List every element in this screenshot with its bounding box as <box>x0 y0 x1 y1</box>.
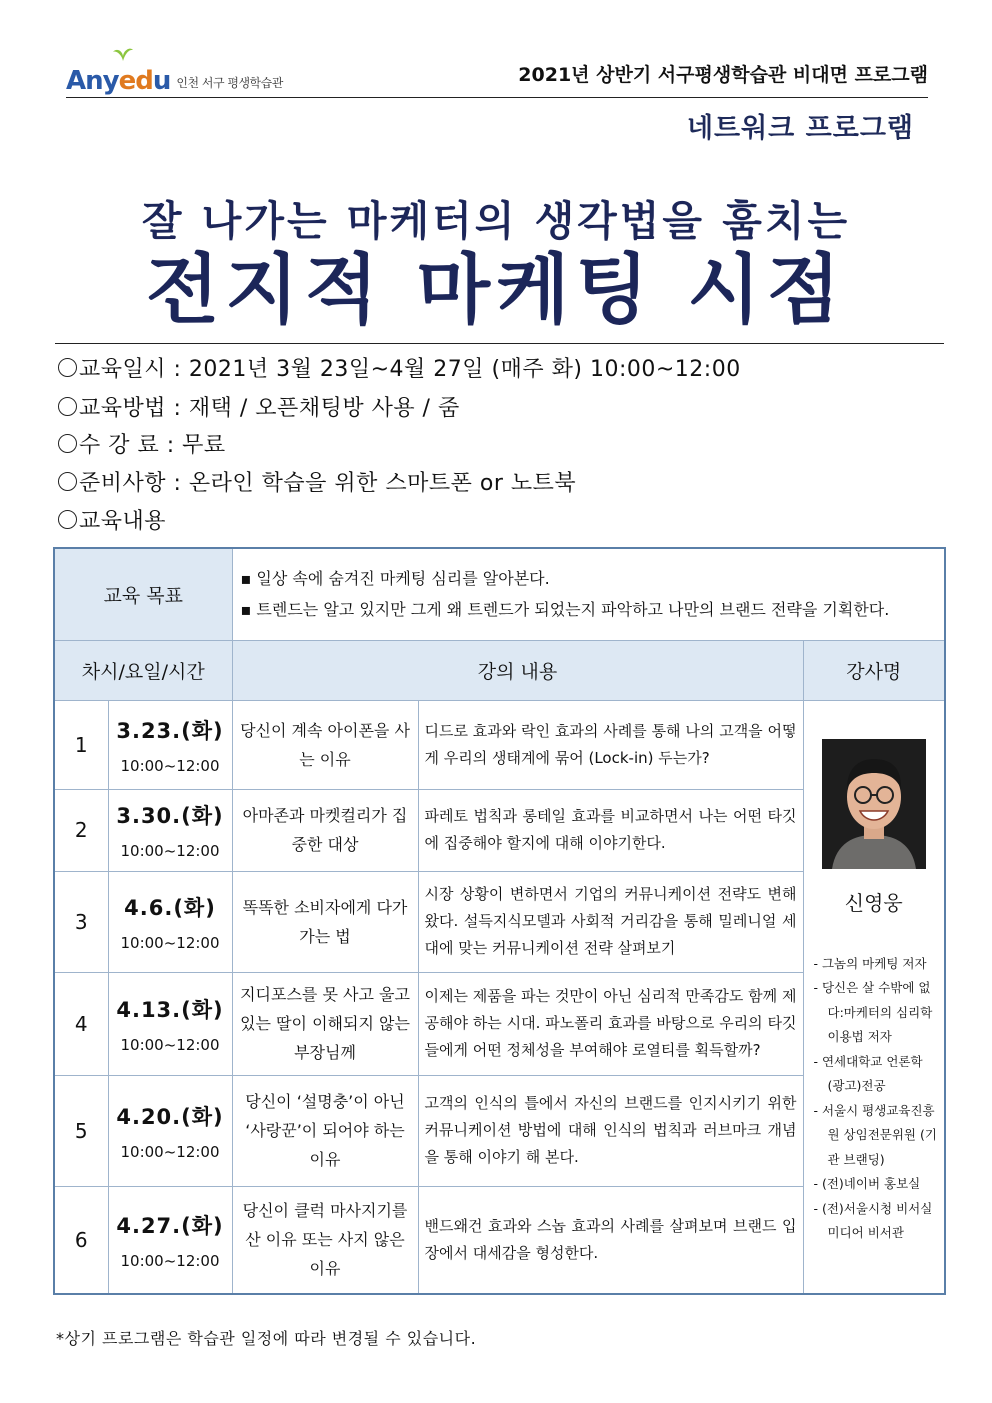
instructor-photo <box>822 739 926 869</box>
time-text: 10:00~12:00 <box>120 756 220 775</box>
instructor-bio <box>810 952 939 1246</box>
bio-item: - 당신은 살 수밖에 없다:마케터의 심리학이용법 저자 <box>813 980 933 1044</box>
session-date <box>108 700 232 789</box>
date-text: 4.13.(화) <box>116 997 224 1022</box>
header-instructor: 강사명 <box>803 640 945 700</box>
session-date <box>108 871 232 972</box>
page-title: 전지적 마케팅 시점 <box>145 245 847 334</box>
goal-row <box>54 548 945 640</box>
title-divider <box>55 343 944 344</box>
time-text: 10:00~12:00 <box>120 1035 220 1054</box>
time-text: 10:00~12:00 <box>120 1251 220 1270</box>
lecture-topic: 당신이 ‘설명충’이 아닌 ‘사랑꾼’이 되어야 하는 이유 <box>232 1075 418 1186</box>
circle-bullet-icon <box>58 358 77 377</box>
date-text: 3.23.(화) <box>116 718 224 743</box>
time-text: 10:00~12:00 <box>120 842 220 860</box>
header-divider <box>66 97 928 98</box>
logo-wordmark: Anyedu <box>66 66 171 96</box>
bio-item: - (전)서울시청 비서실 미디어 비서관 <box>813 1200 933 1240</box>
session-number: 3 <box>54 871 108 972</box>
goal-item: ▪ 트렌드는 알고 있지만 그게 왜 트렌드가 되었는지 파악하고 나만의 브랜드 전략을 기획한다. <box>240 600 890 620</box>
time-text: 10:00~12:00 <box>120 1142 220 1161</box>
session-date <box>108 972 232 1075</box>
logo-subtitle: 인천 서구 평생학습관 <box>176 76 283 90</box>
table-row <box>54 700 945 789</box>
session-date <box>108 1186 232 1294</box>
circle-bullet-icon <box>58 397 77 416</box>
date-text: 4.6.(화) <box>124 895 216 920</box>
info-fee: 수 강 료 : 무료 <box>58 428 226 459</box>
portrait-icon <box>822 739 926 869</box>
goal-item: ▪ 일상 속에 숨겨진 마케팅 심리를 알아본다. <box>240 569 550 589</box>
header-session: 차시/요일/시간 <box>54 640 232 700</box>
time-text: 10:00~12:00 <box>120 933 220 952</box>
bio-item: - 그놈의 마케팅 저자 <box>813 955 927 971</box>
lecture-topic: 당신이 계속 아이폰을 사는 이유 <box>232 700 418 789</box>
circle-bullet-icon <box>58 472 77 491</box>
program-category: 네트워크 프로그램 <box>686 113 914 144</box>
lecture-description: 이제는 제품을 파는 것만이 아닌 심리적 만족감도 함께 제공해야 하는 시대. 파노폴리 효과를 바탕으로 우리의 타깃들에게 어떤 정체성을 부여해야 로열티를 획득할까? <box>418 972 803 1075</box>
lecture-topic: 아마존과 마켓컬리가 집중한 대상 <box>232 789 418 871</box>
session-number: 4 <box>54 972 108 1075</box>
instructor-cell <box>803 700 945 1294</box>
info-contents: 교육내용 <box>58 504 166 535</box>
session-number: 2 <box>54 789 108 871</box>
schedule-table <box>53 547 946 1295</box>
date-text: 4.27.(화) <box>116 1213 224 1238</box>
sprout-icon <box>112 46 134 62</box>
lecture-description: 디드로 효과와 락인 효과의 사례를 통해 나의 고객을 어떻게 우리의 생태계에 묶어 (Lock-in) 두는가? <box>418 700 803 789</box>
lecture-description: 고객의 인식의 틀에서 자신의 브랜드를 인지시키기 위한 커뮤니케이션 방법에 대해 인식의 법칙과 러브마크 개념을 통해 이야기 해 본다. <box>418 1075 803 1186</box>
program-line: 2021년 상반기 서구평생학습관 비대면 프로그램 <box>518 64 928 86</box>
footnote: *상기 프로그램은 학습관 일정에 따라 변경될 수 있습니다. <box>56 1329 477 1348</box>
session-date <box>108 789 232 871</box>
goal-list <box>232 548 945 640</box>
info-preparation: 준비사항 : 온라인 학습을 위한 스마트폰 or 노트북 <box>58 466 576 497</box>
lecture-description: 시장 상황이 변하면서 기업의 커뮤니케이션 전략도 변해왔다. 설득지식모델과 사회적 거리감을 통해 밀레니얼 세대에 맞는 커뮤니케이션 전략 살펴보기 <box>418 871 803 972</box>
info-schedule: 교육일시 : 2021년 3월 23일~4월 27일 (매주 화) 10:00~12:00 <box>58 352 741 383</box>
circle-bullet-icon <box>58 510 77 529</box>
lecture-description: 파레토 법칙과 롱테일 효과를 비교하면서 나는 어떤 타깃에 집중해야 할지에 대해 이야기한다. <box>418 789 803 871</box>
table-header-row <box>54 640 945 700</box>
title-subtitle: 잘 나가는 마케터의 생각법을 훔치는 <box>141 197 851 245</box>
lecture-description: 밴드왜건 효과와 스놉 효과의 사례를 살펴보며 브랜드 입장에서 대세감을 형성한다. <box>418 1186 803 1294</box>
session-number: 5 <box>54 1075 108 1186</box>
session-number: 6 <box>54 1186 108 1294</box>
lecture-topic: 지디포스를 못 사고 울고 있는 딸이 이해되지 않는 부장님께 <box>232 972 418 1075</box>
instructor-name: 신영웅 <box>844 890 903 915</box>
circle-bullet-icon <box>58 434 77 453</box>
anyedu-logo <box>66 50 283 94</box>
lecture-topic: 똑똑한 소비자에게 다가가는 법 <box>232 871 418 972</box>
session-number: 1 <box>54 700 108 789</box>
header-content: 강의 내용 <box>232 640 803 700</box>
info-method: 교육방법 : 재택 / 오픈채팅방 사용 / 줌 <box>58 391 460 422</box>
bio-item: - 연세대학교 언론학(광고)전공 <box>813 1053 923 1093</box>
goal-label: 교육 목표 <box>54 548 232 640</box>
date-text: 3.30.(화) <box>116 804 224 828</box>
date-text: 4.20.(화) <box>116 1104 224 1129</box>
lecture-topic: 당신이 클럭 마사지기를 산 이유 또는 사지 않은 이유 <box>232 1186 418 1294</box>
bio-item: - (전)네이버 홍보실 <box>813 1176 921 1191</box>
bio-item: - 서울시 평생교육진흥원 상임전문위원 (기관 브랜딩) <box>813 1102 937 1167</box>
session-date <box>108 1075 232 1186</box>
